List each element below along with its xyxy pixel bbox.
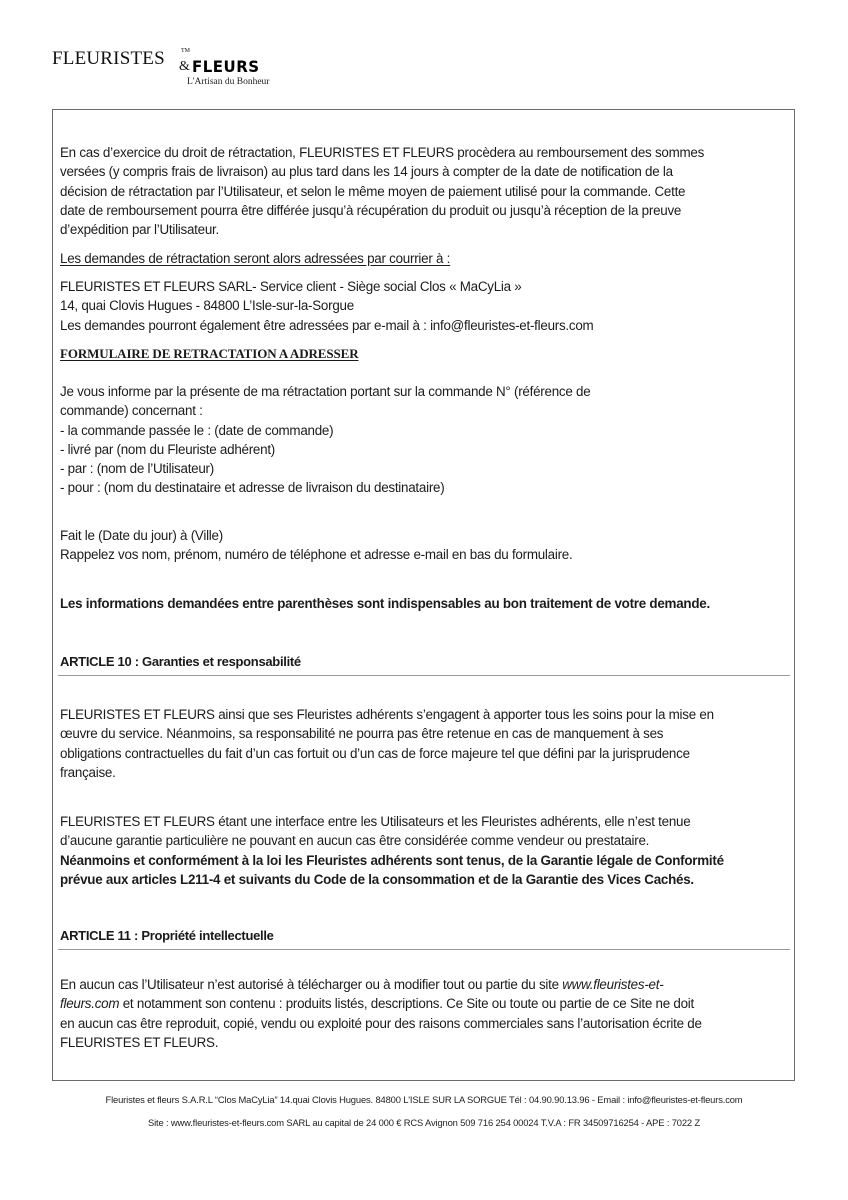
text-line: obligations contractuelles du fait d’un cas fortuit ou d’un cas de force majeure tel que défini par la jurisprudence xyxy=(60,745,690,761)
text-line: versées (y compris frais de livraison) au plus tard dans les 14 jours à compter de la date de notification de la xyxy=(60,164,673,180)
text-line: œuvre du service. Néanmoins, sa responsabilité ne pourra pas être retenue en cas de manquement à ses xyxy=(60,726,664,742)
legal-guarantee-line: Néanmoins et conformément à la loi les Fleuristes adhérents sont tenus, de la Garantie légale de Conformité xyxy=(60,852,724,868)
text-line: française. xyxy=(60,764,116,780)
logo-ampersand: & xyxy=(179,59,190,74)
text-line xyxy=(60,975,790,994)
text-line: FLEURISTES ET FLEURS. xyxy=(60,1034,219,1050)
text-line xyxy=(60,994,790,1013)
logo-tagline: L'Artisan du Bonheur xyxy=(187,77,270,87)
mail-intro xyxy=(60,249,790,268)
text-line: d’aucune garantie particulière ne pouvant en aucun cas être considérée comme vendeur ou prestataire. xyxy=(60,833,650,849)
text-line: FLEURISTES ET FLEURS ainsi que ses Fleuristes adhérents s’engagent à apporter tous les soins pour la mise en xyxy=(60,707,714,722)
text-line: d’expédition par l’Utilisateur. xyxy=(60,222,219,238)
address-line: FLEURISTES ET FLEURS SARL- Service client - Siège social Clos « MaCyLia » xyxy=(60,279,522,294)
website-link[interactable]: www.fleuristes-et- xyxy=(562,977,664,992)
signature-line: Fait le (Date du jour) à (Ville) xyxy=(60,528,223,543)
form-line: - livré par (nom du Fleuriste adhérent) xyxy=(60,441,276,457)
notice-text: Les informations demandées entre parenthèses sont indispensables au bon traitement de votre demande. xyxy=(60,596,710,611)
form-line: - la commande passée le : (date de commande) xyxy=(60,422,334,438)
legal-guarantee-line: prévue aux articles L211-4 et suivants du Code de la consommation et de la Garantie des Vices Cachés. xyxy=(60,871,694,887)
text-line: En cas d’exercice du droit de rétractation, FLEURISTES ET FLEURS procèdera au remboursement des sommes xyxy=(60,145,705,160)
article-10-heading: ARTICLE 10 : Garanties et responsabilité xyxy=(60,654,301,669)
form-line: - pour : (nom du destinataire et adresse de livraison du destinataire) xyxy=(60,480,445,496)
refund-paragraph xyxy=(60,143,790,239)
article-11-heading: ARTICLE 11 : Propriété intellectuelle xyxy=(60,928,274,943)
form-template xyxy=(60,382,790,498)
required-info-notice xyxy=(60,594,790,613)
article-10-rule xyxy=(58,675,790,676)
text-line: décision de rétractation par l’Utilisateur, et selon le même moyen de paiement utilisé pour la commande. Cette xyxy=(60,183,686,199)
footer-legal-line: Site : www.fleuristes-et-fleurs.com SARL au capital de 24 000 € RCS Avignon 509 716 254 00024 T.V.A : FR 34509716254 - APE : 7022 Z xyxy=(147,1117,701,1128)
text-segment: En aucun cas l’Utilisateur n’est autorisé à télécharger ou à modifier tout ou partie du site xyxy=(60,977,563,992)
address-block xyxy=(60,277,790,335)
form-line: Je vous informe par la présente de ma rétractation portant sur la commande N° (référence de xyxy=(60,384,591,399)
article-11-rule xyxy=(58,949,790,950)
text-segment: et notamment son contenu : produits listés, descriptions. Ce Site ou toute ou partie de ce Site ne doit xyxy=(119,996,694,1012)
text-line: FLEURISTES ET FLEURS étant une interface entre les Utilisateurs et les Fleuristes adhérents, elle n’est tenue xyxy=(60,814,691,829)
address-line: 14, quai Clovis Hugues - 84800 L’Isle-sur-la-Sorgue xyxy=(60,298,354,314)
article-10-paragraph-2 xyxy=(60,812,790,889)
form-line: - par : (nom de l’Utilisateur) xyxy=(60,461,214,477)
mail-intro-text: Les demandes de rétractation seront alors adressées par courrier à : xyxy=(60,251,451,266)
logo-brand-main: FLEURISTES xyxy=(52,48,165,69)
footer-contact-line: Fleuristes et fleurs S.A.R.L “Clos MaCyLia” 14.quai Clovis Hugues. 84800 L'ISLE SUR LA SORGUE Tél : 04.90.90.13.96 - Email : info@fleuristes-et-fleurs.com xyxy=(105,1094,743,1105)
logo-brand-secondary: FLEURS xyxy=(192,57,260,77)
company-logo xyxy=(52,48,272,98)
signature-line: Rappelez vos nom, prénom, numéro de téléphone et adresse e-mail en bas du formulaire. xyxy=(60,547,573,563)
form-line: commande) concernant : xyxy=(60,403,203,419)
trademark-mark: TM xyxy=(181,48,190,54)
article-10-paragraph-1 xyxy=(60,705,790,782)
form-heading: FORMULAIRE DE RETRACTATION A ADRESSER xyxy=(60,346,359,361)
website-link[interactable]: fleurs.com xyxy=(60,996,120,1012)
email-line: Les demandes pourront également être adressées par e-mail à : info@fleuristes-et-fleurs.com xyxy=(60,317,594,333)
article-11-paragraph xyxy=(60,975,790,1052)
text-line: en aucun cas être reproduit, copié, vendu ou exploité pour des raisons commerciales sans l’autorisation écrite de xyxy=(60,1015,702,1031)
text-line: date de remboursement pourra être différée jusqu’à récupération du produit ou jusqu’à réception de la preuve xyxy=(60,202,682,218)
signature-block xyxy=(60,526,790,565)
